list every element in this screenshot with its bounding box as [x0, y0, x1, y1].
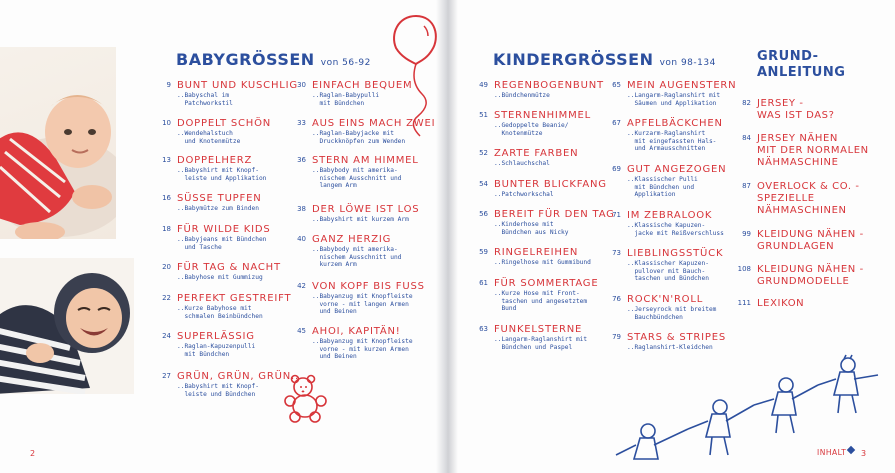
- entry-title: BUNTER BLICKFANG: [494, 179, 607, 190]
- entry-title: REGENBOGENBUNT: [494, 80, 604, 91]
- entry-title: FUNKELSTERNE: [494, 324, 583, 335]
- entry-title: MEIN AUGENSTERN: [627, 80, 737, 91]
- baby-photo-crawling: [0, 47, 116, 239]
- kids-sizes-range: von 98-134: [659, 58, 716, 68]
- entry-title: ROCK'N'ROLL: [627, 294, 704, 305]
- entry-description: ..Babyhose mit Gummizug: [177, 274, 263, 281]
- entry-title: STERN AM HIMMEL: [312, 155, 419, 166]
- entry-page-number: 36: [297, 156, 306, 164]
- entry-page-number: 52: [479, 149, 488, 157]
- entry-title: RINGELREIHEN: [494, 247, 579, 258]
- entry-description: ..Babyshirt mit kurzem Arm: [312, 216, 409, 223]
- entry-title: GUT ANGEZOGEN: [627, 164, 727, 175]
- entry-page-number: 56: [479, 210, 488, 218]
- entry-description: ..Jerseyrock mit breitem Bauchbündchen: [627, 306, 717, 321]
- entry-title: SUPERLÄSSIG: [177, 331, 255, 342]
- entry-title: BEREIT FÜR DEN TAG: [494, 209, 615, 220]
- entry-description: ..Raglan-Kapuzenpulli mit Bündchen: [177, 343, 256, 358]
- baby-sizes-range: von 56-92: [320, 58, 371, 68]
- entry-description: ..Babyshirt mit Knopf- leiste und Applikation: [177, 167, 267, 182]
- entry-title: LIEBLINGSSTÜCK: [627, 248, 724, 259]
- entry-title: EINFACH BEQUEM: [312, 80, 413, 91]
- entry-title: PERFEKT GESTREIFT: [177, 293, 292, 304]
- entry-description: ..Babyanzug mit Knopfleiste vorne - mit kurzen Armen und Beinen: [312, 338, 413, 361]
- entry-description: ..Ringelhose mit Gummibund: [494, 259, 591, 266]
- entry-page-number: 69: [612, 165, 621, 173]
- baby-sizes-title: BABYGRÖSSEN: [176, 50, 315, 69]
- entry-page-number: 108: [737, 265, 751, 273]
- entry-description: ..Raglanshirt-Kleidchen: [627, 344, 713, 351]
- entry-description: ..Kurzarm-Raglanshirt mit eingefassten Hals- und Armausschnitten: [627, 130, 717, 153]
- entry-description: ..Babyshirt mit Knopf- leiste und Bündchen: [177, 383, 259, 398]
- entry-title: AHOI, KAPITÄN!: [312, 326, 401, 337]
- entry-page-number: 87: [742, 182, 751, 190]
- entry-title: DOPPELT SCHÖN: [177, 118, 272, 129]
- entry-title: IM ZEBRALOOK: [627, 210, 713, 221]
- entry-page-number: 49: [479, 81, 488, 89]
- entry-description: ..Babyjeans mit Bündchen und Tasche: [177, 236, 267, 251]
- entry-description: ..Klassischer Kapuzen- pullover mit Bauch- taschen und Bündchen: [627, 260, 709, 283]
- entry-page-number: 18: [162, 225, 171, 233]
- baby-sizes-heading: [176, 50, 371, 69]
- entry-page-number: 111: [737, 299, 751, 307]
- kids-sizes-title: KINDERGRÖSSEN: [493, 50, 654, 69]
- entry-page-number: 10: [162, 119, 171, 127]
- entry-page-number: 73: [612, 249, 621, 257]
- entry-title: JERSEY - WAS IST DAS?: [757, 98, 835, 121]
- entry-page-number: 20: [162, 263, 171, 271]
- entry-description: ..Langarm-Raglanshirt mit Säumen und Applikation: [627, 92, 721, 107]
- entry-description: ..Kurze Babyhose mit schmalen Beinbündchen: [177, 305, 263, 320]
- page-number-left: 2: [30, 449, 36, 458]
- entry-page-number: 38: [297, 205, 306, 213]
- entry-page-number: 99: [742, 230, 751, 238]
- entry-page-number: 67: [612, 119, 621, 127]
- entry-page-number: 22: [162, 294, 171, 302]
- entry-description: ..Schlauchschal: [494, 160, 550, 167]
- entry-title: DOPPELHERZ: [177, 155, 253, 166]
- entry-title: STERNENHIMMEL: [494, 110, 592, 121]
- entry-page-number: 24: [162, 332, 171, 340]
- entry-page-number: 33: [297, 119, 306, 127]
- entry-page-number: 79: [612, 333, 621, 341]
- toddler-photo-laughing: [0, 258, 134, 394]
- entry-page-number: 51: [479, 111, 488, 119]
- entry-page-number: 59: [479, 248, 488, 256]
- entry-page-number: 54: [479, 180, 488, 188]
- entry-page-number: 9: [166, 81, 171, 89]
- entry-description: ..Raglan-Babypulli mit Bündchen: [312, 92, 380, 107]
- entry-page-number: 63: [479, 325, 488, 333]
- entry-title: FÜR WILDE KIDS: [177, 224, 271, 235]
- entry-title: APFELBÄCKCHEN: [627, 118, 723, 129]
- contents-footer-label: INHALT: [817, 448, 847, 457]
- entry-title: LEXIKON: [757, 298, 805, 309]
- entry-description: ..Babybody mit amerika- nischem Ausschnitt und kurzem Arm: [312, 246, 402, 269]
- entry-page-number: 84: [742, 134, 751, 142]
- entry-description: ..Kurze Hose mit Front- taschen und angesetztem Bund: [494, 290, 588, 313]
- entry-title: SÜSSE TUPFEN: [177, 193, 262, 204]
- entry-title: AUS EINS MACH ZWEI: [312, 118, 436, 129]
- entry-description: ..Patchworkschal: [494, 191, 554, 198]
- entry-title: GRÜN, GRÜN, GRÜN...: [177, 371, 303, 382]
- entry-title: OVERLOCK & CO. - SPEZIELLE NÄHMASCHINEN: [757, 181, 860, 216]
- entry-page-number: 82: [742, 99, 751, 107]
- entry-description: ..Bündchenmütze: [494, 92, 550, 99]
- entry-title: GANZ HERZIG: [312, 234, 392, 245]
- entry-title: KLEIDUNG NÄHEN - GRUNDMODELLE: [757, 264, 864, 287]
- page-number-right: 3: [861, 449, 867, 458]
- entry-page-number: 76: [612, 295, 621, 303]
- entry-page-number: 65: [612, 81, 621, 89]
- toddler-illustration: [0, 258, 134, 394]
- entry-description: ..Raglan-Babyjacke mit Druckknöpfen zum Wenden: [312, 130, 406, 145]
- entry-description: ..Gedoppelte Beanie/ Knotenmütze: [494, 122, 569, 137]
- entry-page-number: 42: [297, 282, 306, 290]
- entry-page-number: 16: [162, 194, 171, 202]
- entry-title: STARS & STRIPES: [627, 332, 727, 343]
- entry-description: ..Langarm-Raglanshirt mit Bündchen und Paspel: [494, 336, 588, 351]
- entry-description: ..Babyschal im Patchworkstil: [177, 92, 233, 107]
- entry-page-number: 40: [297, 235, 306, 243]
- entry-page-number: 45: [297, 327, 306, 335]
- entry-title: BUNT UND KUSCHLIG: [177, 80, 298, 91]
- entry-page-number: 27: [162, 372, 171, 380]
- entry-description: ..Babymütze zum Binden: [177, 205, 259, 212]
- entry-title: FÜR SOMMERTAGE: [494, 278, 599, 289]
- kids-sizes-heading: [493, 50, 716, 69]
- entry-title: ZARTE FARBEN: [494, 148, 579, 159]
- entry-description: ..Kinderhose mit Bündchen aus Nicky: [494, 221, 569, 236]
- basics-heading: GRUND- ANLEITUNG: [757, 49, 846, 80]
- entry-title: DER LÖWE IST LOS: [312, 204, 420, 215]
- entry-title: FÜR TAG & NACHT: [177, 262, 281, 273]
- entry-description: ..Klassischer Pulli mit Bündchen und Applikation: [627, 176, 698, 199]
- entry-page-number: 30: [297, 81, 306, 89]
- baby-illustration: [0, 47, 116, 239]
- entry-description: ..Babyanzug mit Knopfleiste vorne - mit langen Armen und Beinen: [312, 293, 413, 316]
- entry-page-number: 71: [612, 211, 621, 219]
- entry-page-number: 13: [162, 156, 171, 164]
- entry-page-number: 61: [479, 279, 488, 287]
- entry-title: VON KOPF BIS FUSS: [312, 281, 425, 292]
- entry-title: JERSEY NÄHEN MIT DER NORMALEN NÄHMASCHINE: [757, 133, 869, 168]
- entry-description: ..Klassische Kapuzen- jacke mit Reißverschluss: [627, 222, 724, 237]
- entry-description: ..Babybody mit amerika- nischem Ausschnitt und langem Arm: [312, 167, 402, 190]
- entry-title: KLEIDUNG NÄHEN - GRUNDLAGEN: [757, 229, 864, 252]
- entry-description: ..Wendehalstuch und Knotenmütze: [177, 130, 241, 145]
